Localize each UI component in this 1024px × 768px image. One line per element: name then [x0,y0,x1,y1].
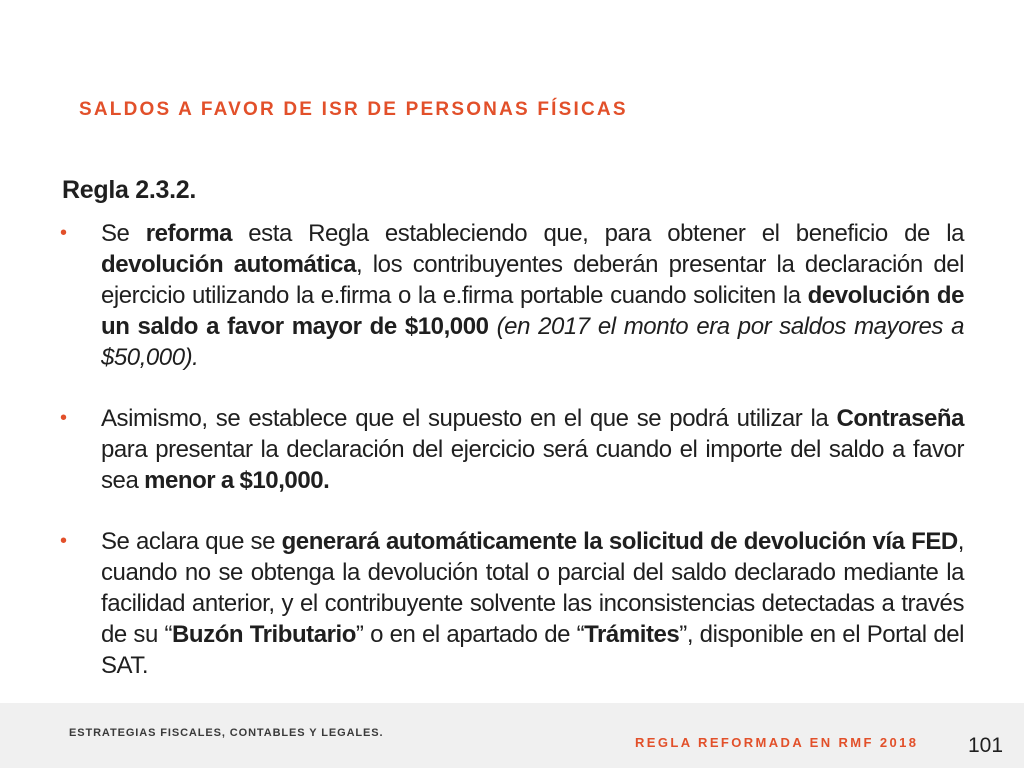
footer-company-text: ESTRATEGIAS FISCALES, CONTABLES Y LEGALES. [69,727,384,739]
text-run: Asimismo, se establece que el supuesto en el que se podrá utilizar la [101,405,837,432]
bullet-item [60,526,964,681]
text-run: ” o en el apartado de “ [355,621,585,648]
text-run [489,313,497,340]
text-run: , los contribuyentes deberán presentar la declaración del ejercicio utilizando la e.firma o la e.firma portable cuando soliciten la [101,251,964,309]
bullet-text [101,526,964,681]
text-run: , cuando no se obtenga la devolución total o parcial del saldo declarado mediante la facilidad anterior, y el contribuyente solvente las inconsistencias detectadas a través de su “ [101,528,964,648]
bullet-text [101,403,964,496]
text-run: (en 2017 el monto era por saldos mayores a $50,000). [101,313,965,371]
text-run: Trámites [584,621,680,648]
page-number: 101 [968,734,1004,757]
footer-bar [0,703,1024,768]
text-run: ”, disponible en el Portal del SAT. [101,621,964,679]
text-run: menor a $10,000. [144,467,330,494]
text-run: devolución automática [101,251,356,278]
bullet-item [60,218,964,373]
text-run: devolución de un saldo a favor mayor de $10,000 [101,282,964,340]
slide-title: SALDOS A FAVOR DE ISR DE PERSONAS FÍSICAS [79,99,628,120]
bullet-text [101,218,964,373]
rule-heading: Regla 2.3.2. [62,176,196,204]
bullet-icon: • [60,530,68,552]
footer-section-text: REGLA REFORMADA EN RMF 2018 [635,735,919,750]
text-run: esta Regla estableciendo que, para obtener el beneficio de la [231,220,964,247]
text-run: para presentar la declaración del ejercicio será cuando el importe del saldo a favor sea [101,436,964,494]
text-run: Contraseña [836,405,964,432]
text-run: Se aclara que se [101,528,282,555]
text-run: reforma [145,220,232,247]
text-run: Buzón Tributario [172,621,356,648]
bullet-icon: • [60,222,68,244]
text-run: Se [101,220,146,247]
bullet-list [60,218,964,711]
bullet-icon: • [60,407,68,429]
text-run: generará automáticamente la solicitud de devolución vía FED [281,528,958,555]
bullet-item [60,403,964,496]
